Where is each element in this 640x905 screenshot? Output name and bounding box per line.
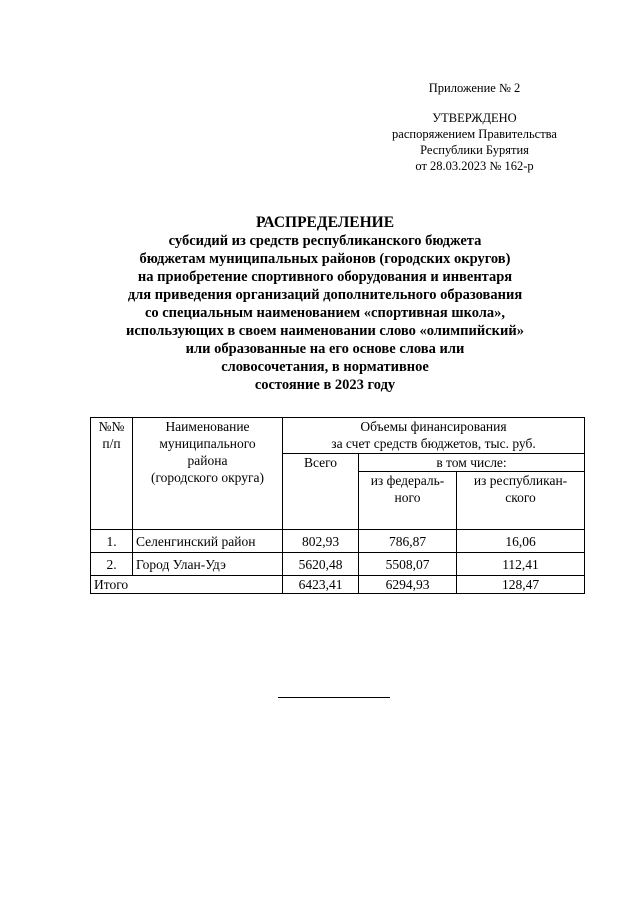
title-main: РАСПРЕДЕЛЕНИЕ bbox=[255, 214, 395, 231]
header-republic: из республикан- ского bbox=[457, 472, 585, 530]
row-federal: 5508,07 bbox=[359, 553, 457, 576]
header-federal: из федераль- ного bbox=[359, 472, 457, 530]
header-total: Всего bbox=[283, 454, 359, 530]
document-title bbox=[90, 214, 560, 394]
row-district: Город Улан-Удэ bbox=[133, 553, 283, 576]
row-republic: 112,41 bbox=[457, 553, 585, 576]
title-line: словосочетания, в нормативное bbox=[221, 359, 429, 375]
header-district-name: Наименование муниципального района (городского округа) bbox=[133, 418, 283, 530]
title-line: или образованные на его основе слова или bbox=[185, 341, 465, 357]
table-row bbox=[91, 553, 585, 576]
title-line: для приведения организаций дополнительного образования bbox=[127, 287, 523, 303]
title-line: использующих в своем наименовании слово «олимпийский» bbox=[126, 323, 524, 339]
row-district: Селенгинский район bbox=[133, 530, 283, 553]
totals-federal: 6294,93 bbox=[359, 576, 457, 594]
end-separator-line bbox=[278, 697, 390, 698]
approved-stamp: УТВЕРЖДЕНО bbox=[432, 111, 517, 125]
appendix-label: Приложение № 2 bbox=[428, 81, 521, 95]
header-number: №№ п/п bbox=[91, 418, 133, 530]
row-total: 802,93 bbox=[283, 530, 359, 553]
header-funding: Объемы финансирования за счет средств бюджетов, тыс. руб. bbox=[283, 418, 585, 454]
totals-republic: 128,47 bbox=[457, 576, 585, 594]
row-total: 5620,48 bbox=[283, 553, 359, 576]
header-row bbox=[91, 418, 585, 454]
distribution-table bbox=[90, 417, 585, 594]
totals-total: 6423,41 bbox=[283, 576, 359, 594]
row-republic: 16,06 bbox=[457, 530, 585, 553]
title-line: состояние в 2023 году bbox=[254, 377, 396, 393]
header-including: в том числе: bbox=[359, 454, 585, 472]
title-line: со специальным наименованием «спортивная школа», bbox=[144, 305, 506, 321]
title-line: на приобретение спортивного оборудования и инвентаря bbox=[137, 269, 513, 285]
approved-by-line1: распоряжением Правительства bbox=[392, 127, 557, 141]
row-number: 2. bbox=[91, 553, 133, 576]
approval-date: от 28.03.2023 № 162-р bbox=[415, 159, 534, 173]
title-line: бюджетам муниципальных районов (городских округов) bbox=[139, 251, 511, 267]
row-number: 1. bbox=[91, 530, 133, 553]
approved-by-line2: Республики Бурятия bbox=[420, 143, 529, 157]
totals-label: Итого bbox=[91, 576, 283, 594]
table-row bbox=[91, 530, 585, 553]
title-line: субсидий из средств республиканского бюджета bbox=[168, 233, 482, 249]
approval-block bbox=[372, 80, 577, 174]
totals-row bbox=[91, 576, 585, 594]
row-federal: 786,87 bbox=[359, 530, 457, 553]
